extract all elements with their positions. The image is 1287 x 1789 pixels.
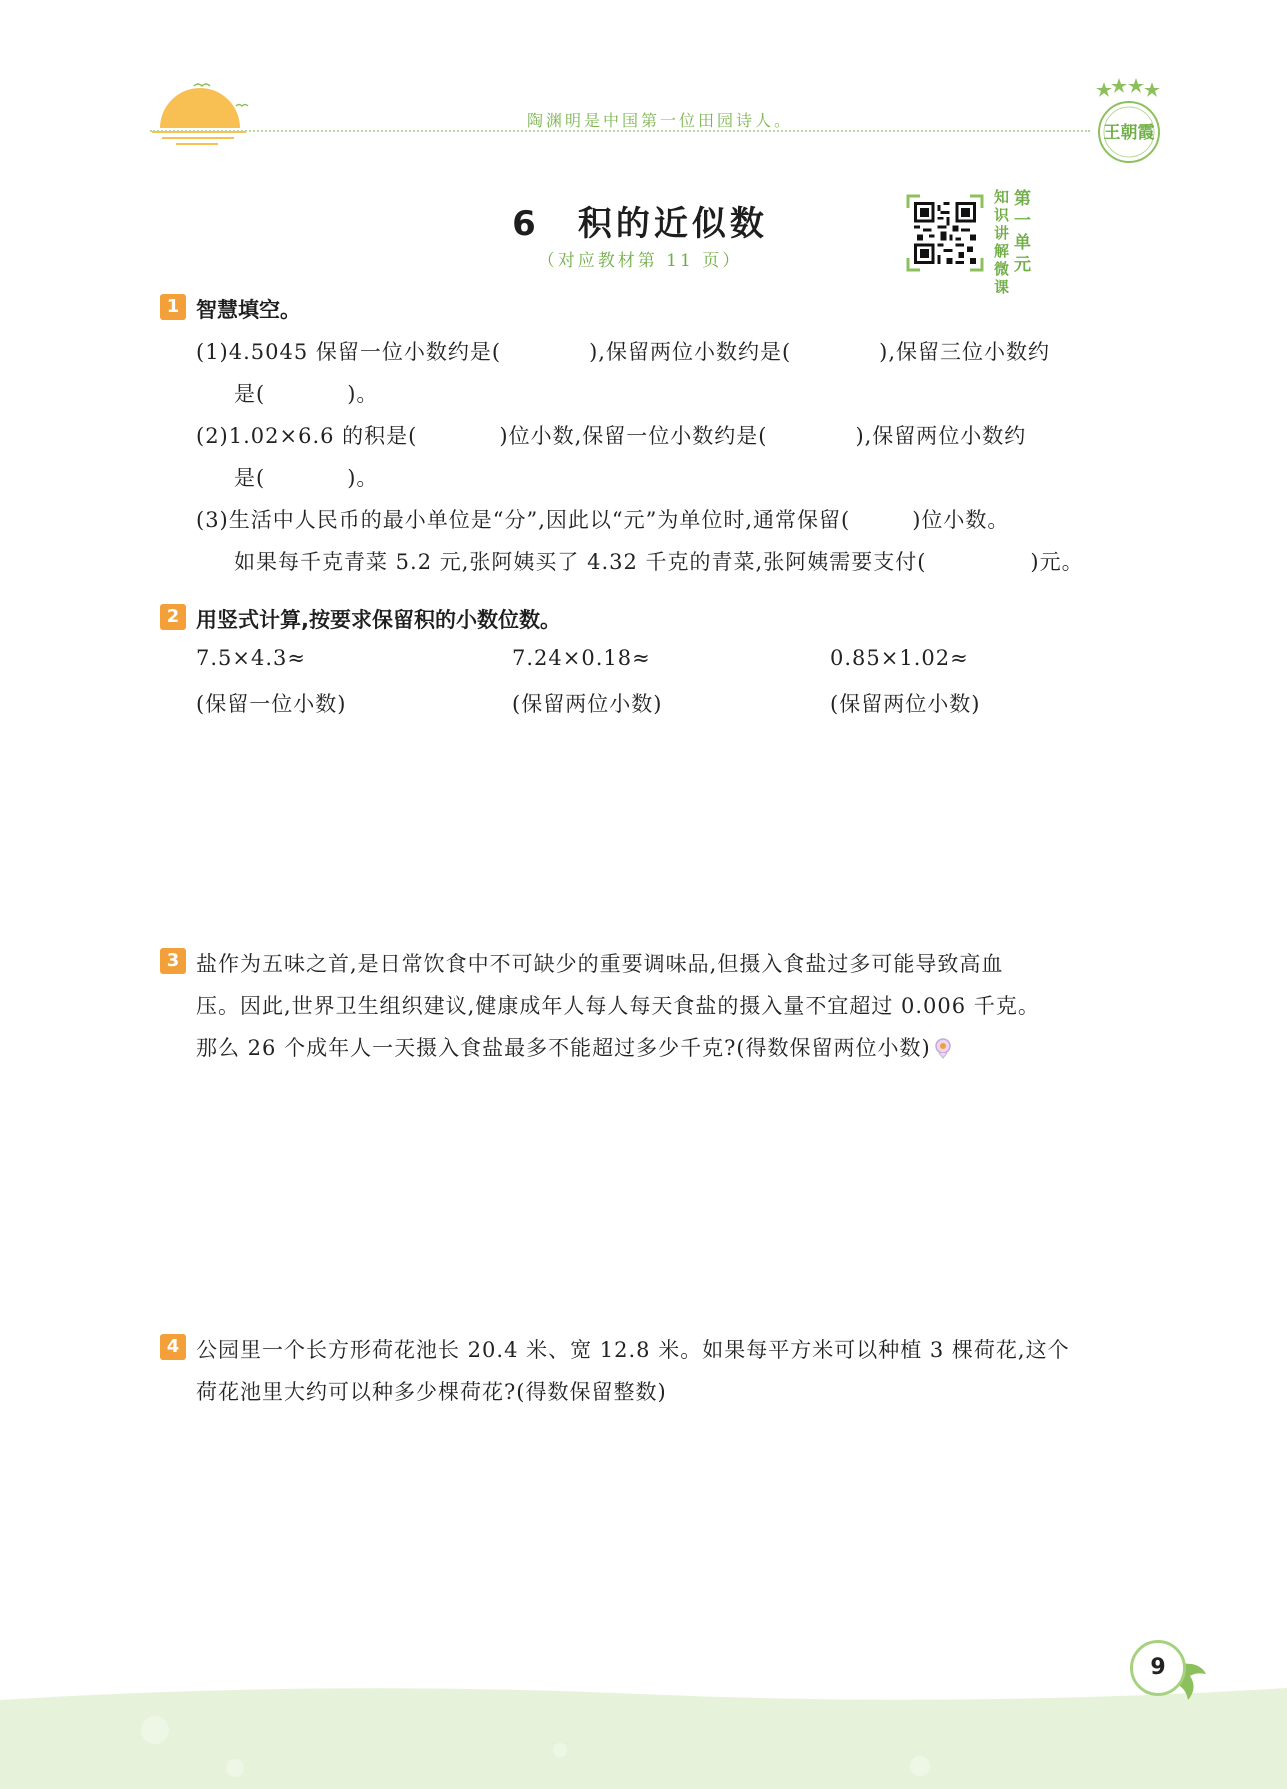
q1-1-text-b: ),保留两位小数约是( — [589, 340, 792, 364]
question-1-badge: 1 — [160, 294, 186, 320]
q1-line-6 — [234, 546, 1084, 576]
question-3-badge: 3 — [160, 948, 186, 974]
lesson-title: 6 积的近似数 — [512, 204, 768, 244]
q2-item-3-expr: 0.85×1.02≈ — [830, 646, 969, 670]
q2-work-area[interactable] — [196, 730, 1076, 930]
page-number: 9 — [1130, 1640, 1186, 1696]
question-2-badge: 2 — [160, 604, 186, 630]
q1-2-text-c: ),保留两位小数约 — [855, 424, 1027, 448]
q1-1-text-c: ),保留三位小数约 — [879, 340, 1051, 364]
question-4-badge: 4 — [160, 1334, 186, 1360]
hint-pin-icon[interactable] — [933, 1037, 953, 1059]
q3-work-area[interactable] — [196, 1080, 1076, 1310]
q1-line-2 — [234, 378, 378, 408]
q1-line-1 — [196, 336, 1050, 366]
q2-item-3-note: (保留两位小数) — [830, 692, 981, 716]
q1-1-text-a: (1)4.5045 保留一位小数约是( — [196, 340, 502, 364]
q2-item-2-expr: 7.24×0.18≈ — [512, 646, 651, 670]
q1-line-5 — [196, 504, 1009, 534]
q4-line-1: 公园里一个长方形荷花池长 20.4 米、宽 12.8 米。如果每平方米可以种植 3 棵荷花,这个 — [196, 1338, 1070, 1362]
q1-2-text-e: )。 — [347, 466, 379, 490]
q1-3-text-d: )元。 — [1030, 550, 1084, 574]
q1-3-text-b: )位小数。 — [912, 508, 1010, 532]
q1-1-text-d: 是( — [234, 382, 266, 406]
q3-line-2: 压。因此,世界卫生组织建议,健康成年人每人每天食盐的摄入量不宜超过 0.006 千克。 — [196, 994, 1040, 1018]
question-2-title: 用竖式计算,按要求保留积的小数位数。 — [196, 608, 561, 632]
brand-seal-text: 王朝霞 — [1103, 123, 1155, 143]
brand-seal-icon — [1090, 76, 1168, 172]
side-label-micro-lesson: 知识讲解微课 — [994, 188, 1010, 296]
q1-2-text-a: (2)1.02×6.6 的积是( — [196, 424, 418, 448]
q1-3-text-a: (3)生活中人民币的最小单位是“分”,因此以“元”为单位时,通常保留( — [196, 508, 851, 532]
q3-line-3 — [196, 1032, 953, 1062]
question-1-title: 智慧填空。 — [196, 298, 301, 322]
q2-item-1-expr: 7.5×4.3≈ — [196, 646, 306, 670]
q2-item-2-note: (保留两位小数) — [512, 692, 663, 716]
q1-3-text-c: 如果每千克青菜 5.2 元,张阿姨买了 4.32 千克的青菜,张阿姨需要支付( — [234, 550, 927, 574]
q1-1-text-e: )。 — [347, 382, 379, 406]
qr-code-icon[interactable] — [914, 202, 976, 264]
q3-line-3-text: 那么 26 个成年人一天摄入食盐最多不能超过多少千克?(得数保留两位小数) — [196, 1036, 931, 1060]
q1-line-4 — [234, 462, 378, 492]
footer-wave-band — [0, 1680, 1287, 1789]
header-motto: 陶渊明是中国第一位田园诗人。 — [526, 111, 793, 130]
q3-line-1: 盐作为五味之首,是日常饮食中不可缺少的重要调味品,但摄入食盐过多可能导致高血 — [196, 952, 1004, 976]
lesson-subtitle: （对应教材第 11 页） — [537, 251, 743, 271]
q1-line-3 — [196, 420, 1026, 450]
q4-line-2: 荷花池里大约可以种多少棵荷花?(得数保留整数) — [196, 1380, 667, 1404]
sunset-logo-icon — [150, 78, 260, 150]
q1-2-text-b: )位小数,保留一位小数约是( — [499, 424, 768, 448]
q2-item-1-note: (保留一位小数) — [196, 692, 347, 716]
q4-work-area[interactable] — [196, 1420, 1076, 1650]
side-label-unit: 第一单元 — [1014, 189, 1031, 275]
q1-2-text-d: 是( — [234, 466, 266, 490]
